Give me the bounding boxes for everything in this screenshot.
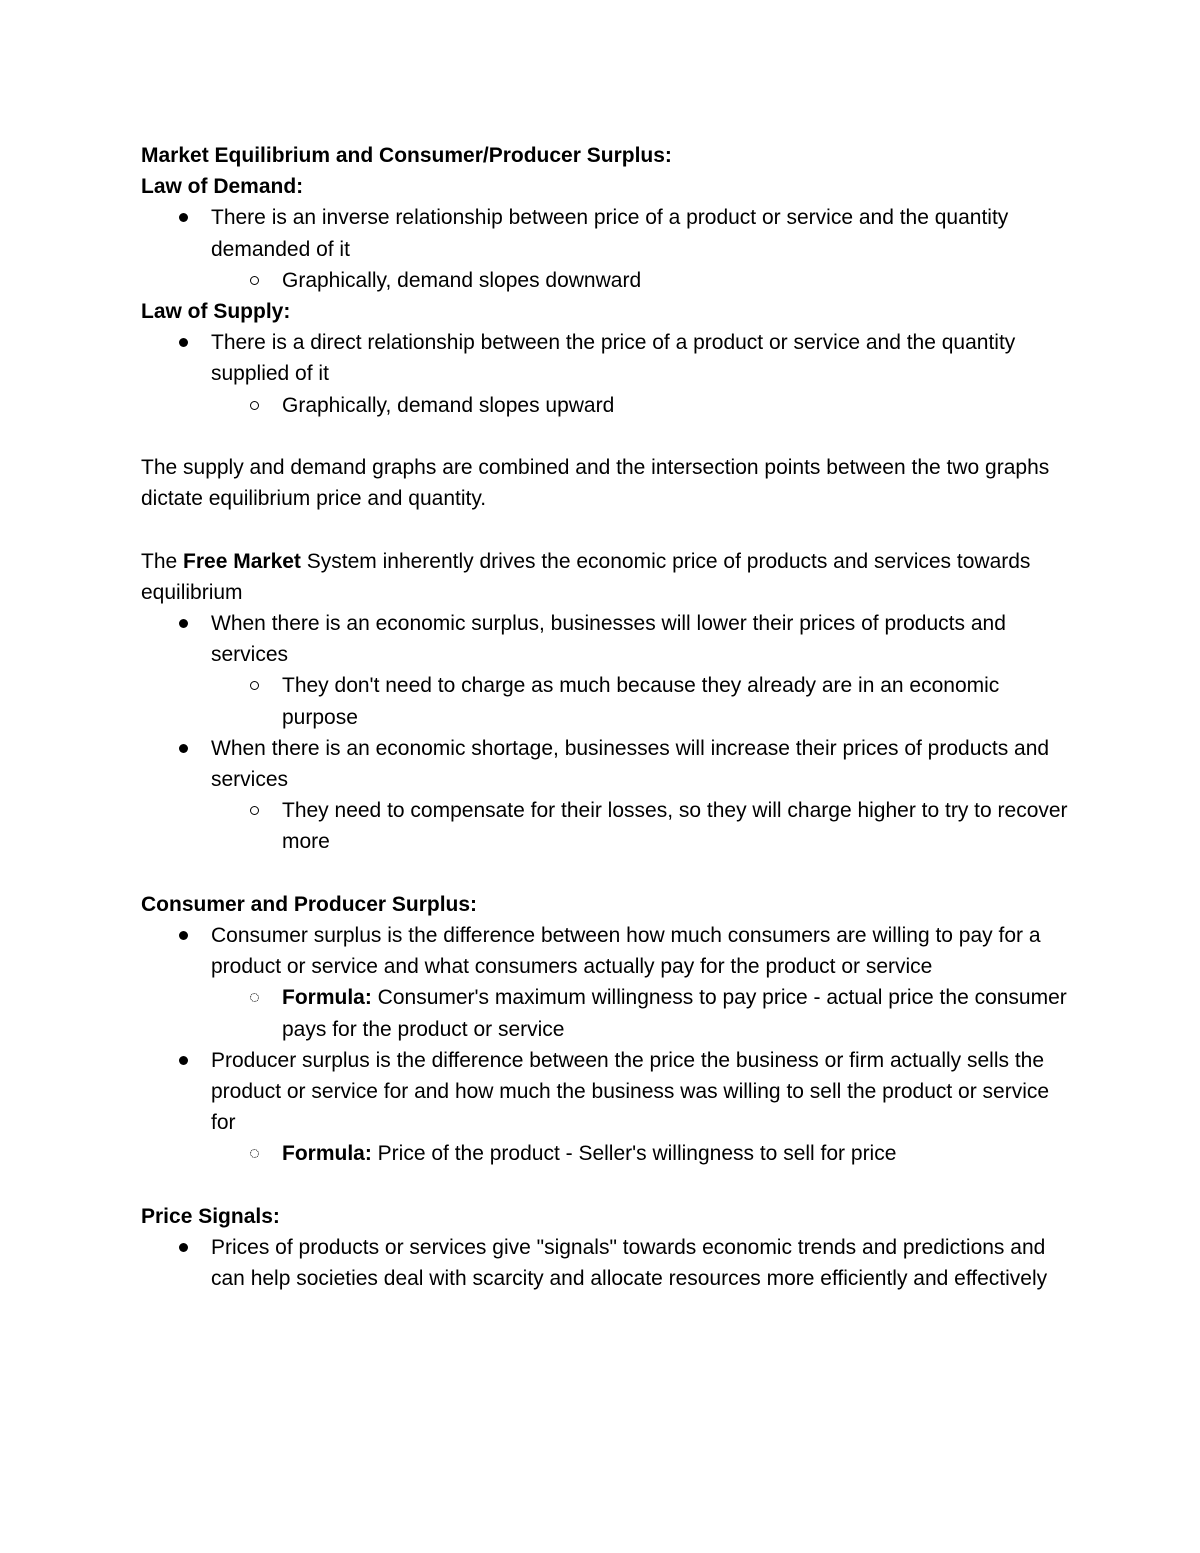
price-signals-heading: Price Signals: xyxy=(141,1204,280,1228)
spacer xyxy=(141,421,1071,452)
document-page xyxy=(141,140,1071,1294)
list-item xyxy=(141,327,1071,389)
bullet-dot-icon xyxy=(179,1243,188,1252)
list-item-text: Prices of products or services give "signals" towards economic trends and predictions and can help societies deal with scarcity and allocate resources more efficiently and effectively xyxy=(211,1236,1048,1291)
list-item xyxy=(141,1045,1071,1139)
law-of-demand-heading: Law of Demand: xyxy=(141,175,304,199)
list-item xyxy=(141,1232,1071,1294)
list-item-text: When there is an economic shortage, businesses will increase their prices of products and services xyxy=(211,736,1050,792)
bullet-circle-icon xyxy=(250,276,259,285)
bullet-circle-icon xyxy=(250,806,259,815)
free-market-suffix: System inherently drives the economic price of products and services towards equilibrium xyxy=(141,549,1031,604)
bullet-dot-icon xyxy=(179,338,188,347)
free-market-prefix: The xyxy=(141,549,184,573)
surplus-list xyxy=(141,920,1071,1170)
sub-list-item-text: Graphically, demand slopes downward xyxy=(282,268,642,292)
free-market-list xyxy=(141,608,1071,858)
bullet-circle-icon xyxy=(250,993,259,1002)
list-item-text: Producer surplus is the difference between the price the business or firm actually sells the product or service for and how much the business was willing to sell the product or service for xyxy=(211,1048,1050,1135)
document-title: Market Equilibrium and Consumer/Producer Surplus: xyxy=(141,144,672,167)
bullet-dot-icon xyxy=(179,744,188,753)
bullet-circle-icon xyxy=(250,401,259,410)
law-of-supply-list xyxy=(141,327,1071,421)
sub-list-item xyxy=(141,982,1071,1044)
list-item-text: There is an inverse relationship between price of a product or service and the quantity demanded of it xyxy=(211,206,1009,261)
price-signals-list xyxy=(141,1232,1071,1294)
sub-list-item xyxy=(141,390,1071,421)
bullet-circle-icon xyxy=(250,1149,259,1158)
free-market-bold: Free Market xyxy=(183,549,301,573)
list-item xyxy=(141,920,1071,982)
formula-label: Formula: xyxy=(282,986,372,1010)
sub-list-item-text: They don't need to charge as much because they already are in an economic purpose xyxy=(282,674,1000,729)
list-item xyxy=(141,202,1071,264)
bullet-dot-icon xyxy=(179,931,188,940)
spacer xyxy=(141,1170,1071,1201)
formula-label: Formula: xyxy=(282,1142,372,1166)
list-item xyxy=(141,608,1071,670)
bullet-dot-icon xyxy=(179,1056,188,1065)
formula-text: Consumer's maximum willingness to pay price - actual price the consumer pays for the product or service xyxy=(282,986,1067,1041)
sub-list-item xyxy=(141,795,1071,857)
list-item xyxy=(141,733,1071,795)
combined-paragraph: The supply and demand graphs are combined and the intersection points between the two graphs dictate equilibrium price and quantity. xyxy=(141,456,1050,511)
free-market-paragraph xyxy=(141,546,1071,608)
spacer xyxy=(141,858,1071,889)
sub-list-item xyxy=(141,265,1071,296)
law-of-supply-heading: Law of Supply: xyxy=(141,300,291,324)
bullet-dot-icon xyxy=(179,619,188,628)
law-of-demand-list xyxy=(141,202,1071,296)
sub-list-item-text: Graphically, demand slopes upward xyxy=(282,393,615,417)
surplus-heading: Consumer and Producer Surplus: xyxy=(141,892,478,916)
sub-list-item xyxy=(141,1138,1071,1169)
bullet-dot-icon xyxy=(179,213,188,222)
bullet-circle-icon xyxy=(250,681,259,690)
formula-text: Price of the product - Seller's willingness to sell for price xyxy=(371,1142,897,1166)
list-item-text: There is a direct relationship between the price of a product or service and the quantity supplied of it xyxy=(211,331,1016,386)
sub-list-item-text: They need to compensate for their losses, so they will charge higher to try to recover more xyxy=(282,799,1068,854)
list-item-text: Consumer surplus is the difference between how much consumers are willing to pay for a product or service and what consumers actually pay for the product or service xyxy=(211,924,1041,979)
list-item-text: When there is an economic surplus, businesses will lower their prices of products and services xyxy=(211,612,1006,667)
sub-list-item xyxy=(141,670,1071,732)
spacer xyxy=(141,514,1071,545)
